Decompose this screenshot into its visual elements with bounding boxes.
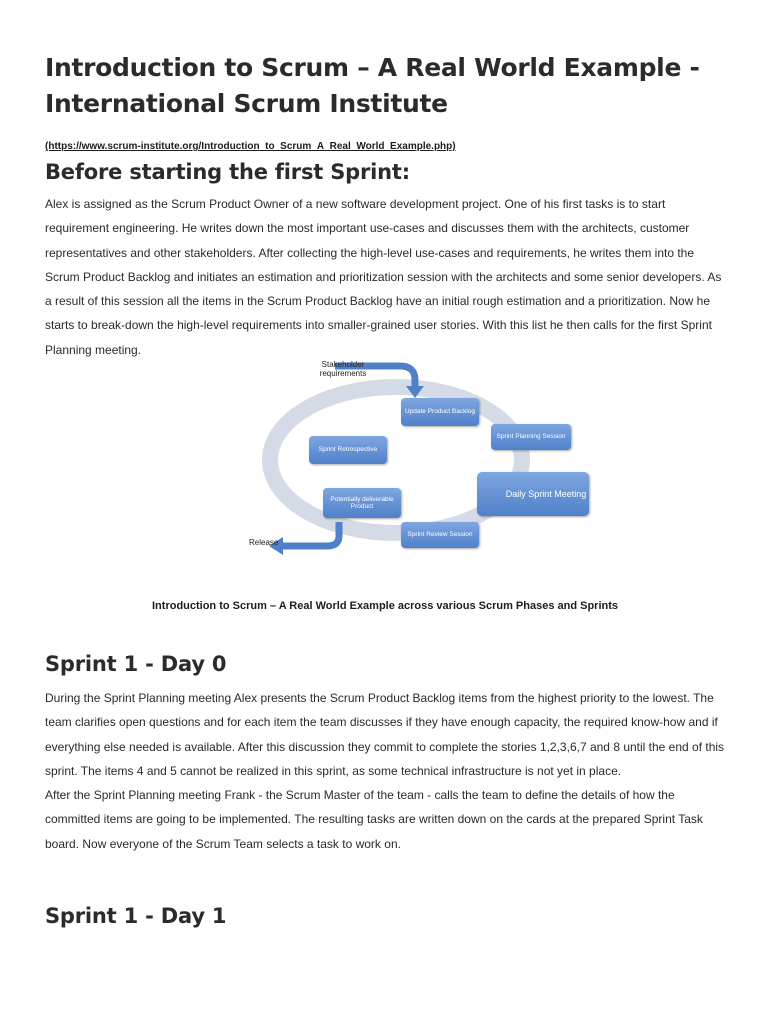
stakeholder-requirements-label: Stakeholder requirements [319,360,367,378]
section-heading-sprint1-day1: Sprint 1 - Day 1 [45,904,227,928]
section-heading-sprint1-day0: Sprint 1 - Day 0 [45,652,227,676]
paragraph: After the Sprint Planning meeting Frank - the Scrum Master of the team - calls the team to define the details of how the committed items are going to be implemented. The resulting tasks are written down on the cards at the prepared Sprint Task board. Now everyone of the Scrum Team selects a task to work on. [45,788,703,851]
section-heading-before-sprint: Before starting the first Sprint: [45,160,410,184]
sprint-review-session-node: Sprint Review Session [401,522,479,548]
potentially-deliverable-product-node: Potentially deliverable Product [323,488,401,518]
paragraph: Alex is assigned as the Scrum Product Owner of a new software development project. One of his first tasks is to start requirement engineering. He writes down the most important use-cases and discusses them with the architects, customer representatives and other stakeholders. After collecting the high-level use-cases and requirements, he writes them into the Scrum Product Backlog and initiates an estimation and prioritization session with the architects and some senior developers. As a result of this session all the items in the Scrum Product Backlog have an initial rough estimation and a prioritization. Now he starts to break-down the high-level requirements into smaller-grained user stories. With this list he then calls for the first Sprint Planning meeting. [45,197,722,357]
sprint-retrospective-node: Sprint Retrospective [309,436,387,464]
paragraph: During the Sprint Planning meeting Alex presents the Scrum Product Backlog items from the highest priority to the lowest. The team clarifies open questions and for each item the team discusses if they have enough capacity, the required know-how and if everything else needed is available. After this discussion they commit to complete the stories 1,2,3,6,7 and 8 until the end of this sprint. The items 4 and 5 cannot be realized in this sprint, as some technical infrastructure is not yet in place. [45,691,725,778]
sprint-planning-session-node: Sprint Planning Session [491,424,571,450]
release-label: Release [249,538,279,547]
source-link[interactable]: (https://www.scrum-institute.org/Introduction_to_Scrum_A_Real_World_Example.php) [45,141,456,152]
diagram-graphics [215,360,575,560]
scrum-cycle-diagram [215,360,587,560]
section-body-before-sprint [45,192,725,362]
section-body-sprint1-day0 [45,686,725,856]
figure-caption: Introduction to Scrum – A Real World Example across various Scrum Phases and Sprints [152,600,618,612]
update-product-backlog-node: Update Product Backlog [401,398,479,426]
document-title: Introduction to Scrum – A Real World Example - International Scrum Institute [45,53,700,118]
daily-sprint-meeting-node: Daily Sprint Meeting [477,472,589,516]
